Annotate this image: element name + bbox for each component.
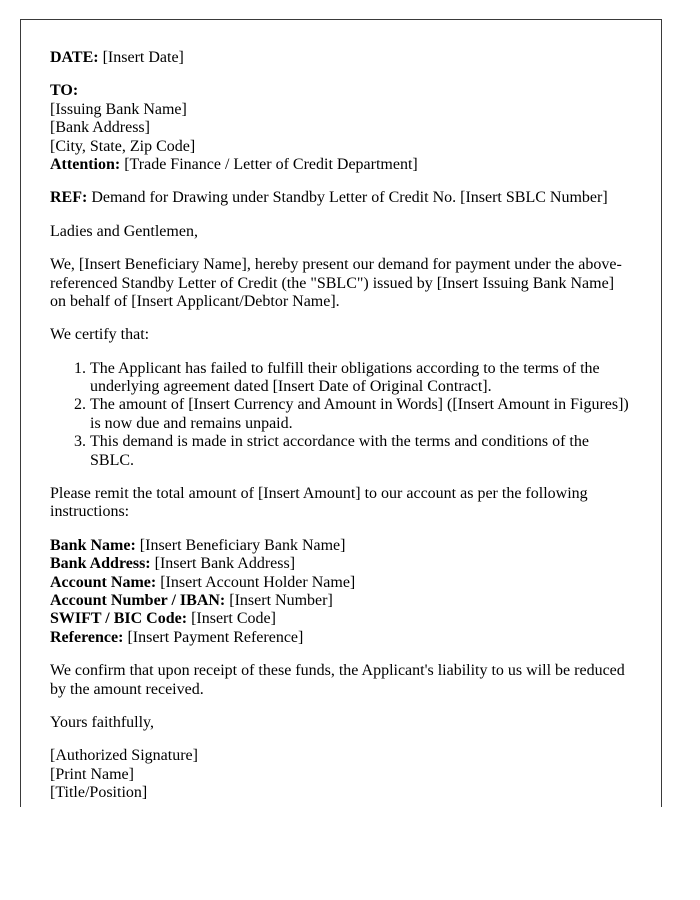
signature-block: [50, 747, 632, 802]
bank-detail-value: [Insert Payment Reference]: [127, 628, 304, 646]
recipient-line: [City, State, Zip Code]: [50, 137, 196, 155]
ref-label: REF:: [50, 189, 88, 207]
to-label: TO:: [50, 82, 79, 100]
bank-detail-value: [Insert Beneficiary Bank Name]: [139, 536, 346, 554]
intro-paragraph: We, [Insert Beneficiary Name], hereby present our demand for payment under the above-referenced Standby Letter of Credit (the "SBLC") issued by [Insert Issuing Bank Name] on behalf of [Insert Applicant/Debtor Name].: [50, 256, 622, 310]
bank-detail-value: [Insert Account Holder Name]: [160, 573, 356, 591]
bank-detail-label: SWIFT / BIC Code:: [50, 610, 188, 628]
ref-value: Demand for Drawing under Standby Letter of Credit No. [Insert SBLC Number]: [91, 189, 608, 207]
certification-list: [50, 360, 632, 470]
signature-line: [Print Name]: [50, 765, 134, 783]
bank-detail-value: [Insert Bank Address]: [154, 555, 296, 573]
recipient-block: [50, 82, 632, 174]
certification-item: 3. This demand is made in strict accordance with the terms and conditions of the SBLC.: [90, 433, 632, 470]
date-line: [50, 49, 632, 67]
closing: Yours faithfully,: [50, 713, 155, 731]
date-value: [Insert Date]: [102, 49, 184, 66]
signature-line: [Authorized Signature]: [50, 747, 198, 765]
bank-detail-label: Bank Name:: [50, 536, 136, 554]
certify-intro: We certify that:: [50, 326, 150, 344]
remit-paragraph: Please remit the total amount of [Insert Amount] to our account as per the following instructions:: [50, 485, 588, 521]
signature-line: [Title/Position]: [50, 784, 148, 802]
bank-detail-label: Account Name:: [50, 573, 157, 591]
bank-detail-value: [Insert Code]: [191, 610, 276, 628]
ref-line: [50, 189, 632, 207]
date-label: DATE:: [50, 49, 99, 66]
bank-detail-label: Bank Address:: [50, 555, 151, 573]
recipient-line: [Bank Address]: [50, 119, 150, 137]
attention-value: [Trade Finance / Letter of Credit Department]: [124, 155, 418, 173]
bank-details-block: [50, 537, 632, 647]
certification-item: 1. The Applicant has failed to fulfill their obligations according to the terms of the underlying agreement dated [Insert Date of Original Contract].: [90, 360, 632, 397]
bank-detail-value: [Insert Number]: [229, 591, 333, 609]
recipient-line: [Issuing Bank Name]: [50, 100, 187, 118]
salutation: Ladies and Gentlemen,: [50, 222, 198, 240]
letter-page: [20, 19, 662, 807]
attention-label: Attention:: [50, 155, 121, 173]
confirmation-paragraph: We confirm that upon receipt of these funds, the Applicant's liability to us will be reduced by the amount received.: [50, 662, 625, 698]
bank-detail-label: Account Number / IBAN:: [50, 591, 226, 609]
bank-detail-label: Reference:: [50, 628, 124, 646]
certification-item: 2. The amount of [Insert Currency and Amount in Words] ([Insert Amount in Figures]) is now due and remains unpaid.: [90, 396, 632, 433]
